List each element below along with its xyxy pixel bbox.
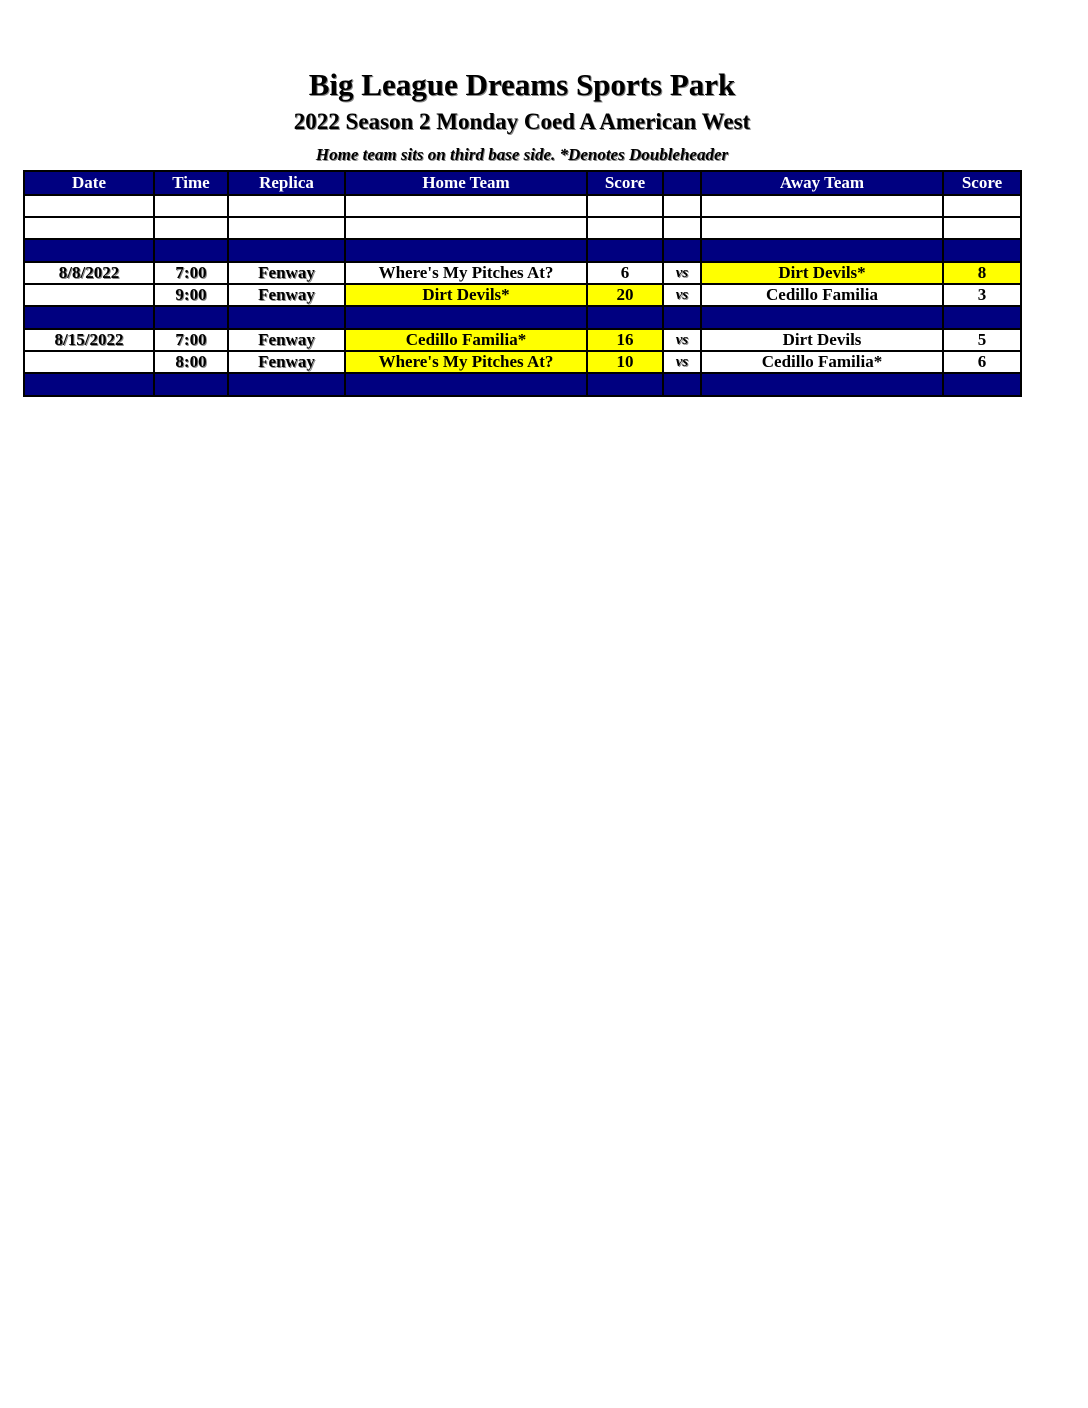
vs-label: vs: [663, 262, 701, 284]
game-row: [24, 329, 1021, 351]
away-team: Dirt Devils*: [701, 262, 943, 284]
game-date: 8/8/2022: [24, 262, 154, 284]
away-score: 5: [943, 329, 1021, 351]
game-date: [24, 284, 154, 306]
game-date: 8/15/2022: [24, 329, 154, 351]
col-header-date: Date: [24, 171, 154, 195]
game-time: 8:00: [154, 351, 228, 373]
col-header-away-score: Score: [943, 171, 1021, 195]
col-header-time: Time: [154, 171, 228, 195]
game-time: 9:00: [154, 284, 228, 306]
col-header-replica: Replica: [228, 171, 345, 195]
away-team: Dirt Devils: [701, 329, 943, 351]
away-team: Cedillo Familia*: [701, 351, 943, 373]
away-score: 8: [943, 262, 1021, 284]
game-replica: Fenway: [228, 262, 345, 284]
home-score: 20: [587, 284, 663, 306]
vs-label: vs: [663, 284, 701, 306]
vs-label: vs: [663, 351, 701, 373]
game-row: [24, 351, 1021, 373]
game-row: [24, 262, 1021, 284]
game-time: 7:00: [154, 329, 228, 351]
col-header-vs: [663, 171, 701, 195]
home-score: 16: [587, 329, 663, 351]
home-score: 10: [587, 351, 663, 373]
game-replica: Fenway: [228, 351, 345, 373]
col-header-home-team: Home Team: [345, 171, 587, 195]
schedule-note: Home team sits on third base side. *Denotes Doubleheader: [315, 145, 729, 164]
col-header-away-team: Away Team: [701, 171, 943, 195]
away-score: 3: [943, 284, 1021, 306]
empty-row: [24, 217, 1021, 239]
home-score: 6: [587, 262, 663, 284]
game-row: [24, 284, 1021, 306]
away-team: Cedillo Familia: [701, 284, 943, 306]
col-header-home-score: Score: [587, 171, 663, 195]
page-title: Big League Dreams Sports Park: [308, 67, 736, 102]
league-subtitle: 2022 Season 2 Monday Coed A American West: [293, 109, 751, 134]
separator-row: [24, 373, 1021, 396]
home-team: Dirt Devils*: [345, 284, 587, 306]
game-date: [24, 351, 154, 373]
game-replica: Fenway: [228, 329, 345, 351]
separator-row: [24, 306, 1021, 329]
away-score: 6: [943, 351, 1021, 373]
home-team: Where's My Pitches At?: [345, 262, 587, 284]
home-team: Cedillo Familia*: [345, 329, 587, 351]
separator-row: [24, 239, 1021, 262]
table-header-row: [24, 171, 1021, 195]
home-team: Where's My Pitches At?: [345, 351, 587, 373]
game-time: 7:00: [154, 262, 228, 284]
schedule-table: [23, 170, 1022, 397]
vs-label: vs: [663, 329, 701, 351]
empty-row: [24, 195, 1021, 217]
game-replica: Fenway: [228, 284, 345, 306]
